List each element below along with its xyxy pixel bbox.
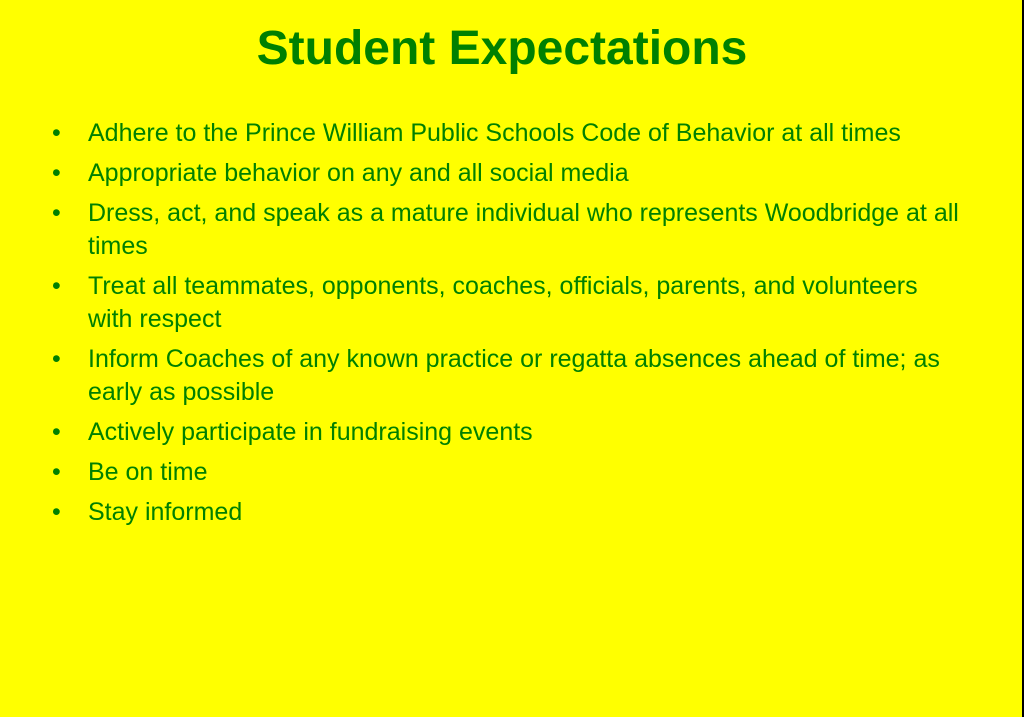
bullet-icon: • [52, 345, 61, 373]
list-item [52, 343, 962, 409]
bullet-list [52, 117, 962, 536]
bullet-icon: • [52, 418, 61, 446]
list-item-text: Dress, act, and speak as a mature individual who represents Woodbridge at all times [88, 199, 959, 260]
list-item-text: Adhere to the Prince William Public Schools Code of Behavior at all times [88, 119, 901, 147]
list-item-text: Stay informed [88, 498, 243, 526]
list-item [52, 157, 962, 190]
list-item-text: Inform Coaches of any known practice or regatta absences ahead of time; as early as possible [88, 345, 940, 406]
list-item [52, 496, 962, 529]
list-item-text: Treat all teammates, opponents, coaches, officials, parents, and volunteers with respect [88, 272, 918, 333]
bullet-icon: • [52, 458, 61, 486]
list-item-text: Be on time [88, 458, 208, 486]
bullet-icon: • [52, 199, 61, 227]
bullet-icon: • [52, 119, 61, 147]
bullet-icon: • [52, 159, 61, 187]
list-item [52, 456, 962, 489]
list-item [52, 270, 962, 336]
list-item-text: Appropriate behavior on any and all social media [88, 159, 629, 187]
list-item [52, 197, 962, 263]
list-item [52, 117, 962, 150]
list-item [52, 416, 962, 449]
list-item-text: Actively participate in fundraising events [88, 418, 533, 446]
bullet-icon: • [52, 272, 61, 300]
bullet-icon: • [52, 498, 61, 526]
slide-title: Student Expectations [256, 22, 748, 75]
